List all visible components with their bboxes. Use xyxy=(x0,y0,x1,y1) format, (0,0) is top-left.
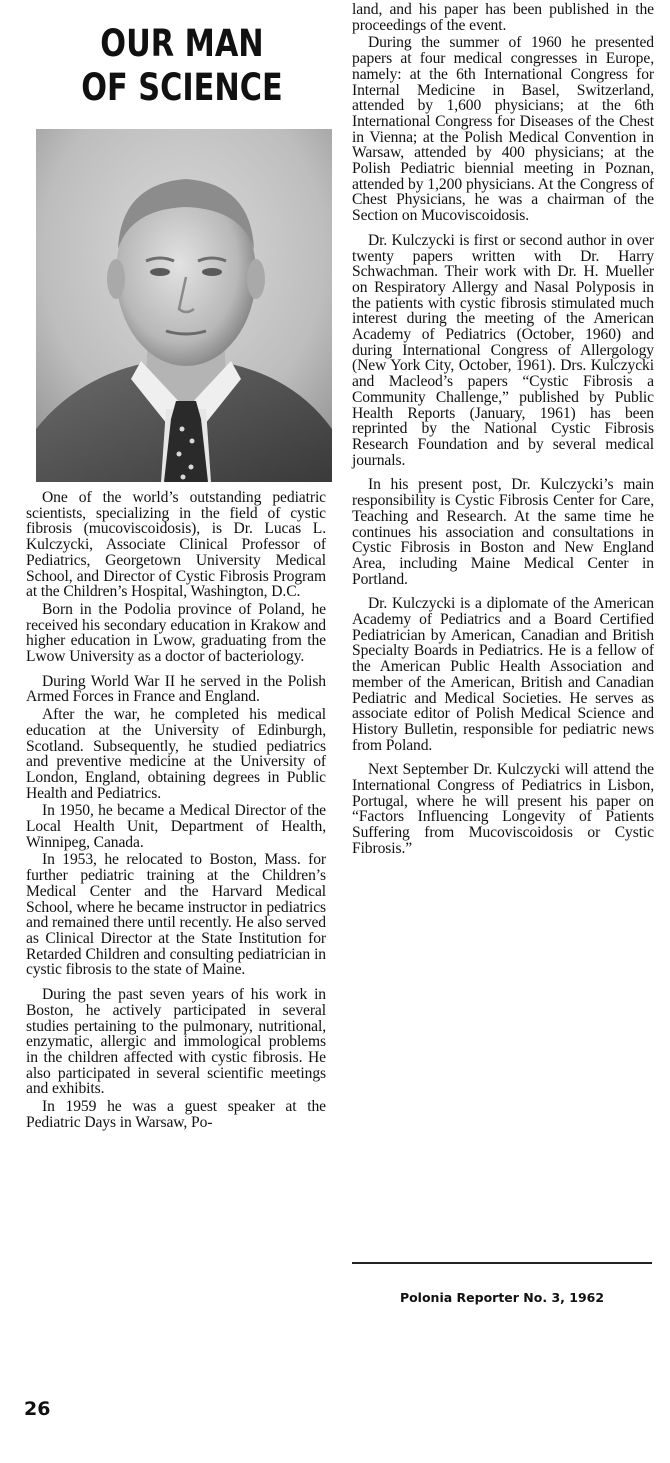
left-text-column xyxy=(26,490,326,1139)
paragraph: In 1950, he became a Medical Director of the Local Health Unit, Department of Health, Winnipeg, Canada. xyxy=(26,802,326,851)
paragraph: After the war, he completed his medical education at the University of Edinburgh, Scotland. Subsequently, he studied pediatrics and preventive medicine at the University of London, England, obtaining degrees in Public Health and Pediatrics. xyxy=(26,706,326,802)
paragraph: During the summer of 1960 he presented papers at four medical congresses in Europe, namely: at the 6th International Congress for Internal Medicine in Basel, Switzerland, attended by 1,600 physicians; at the 6th International Congress for Diseases of the Chest in Vienna; at the Polish Medical Convention in Warsaw, attended by 400 physicians; at the Polish Pediatric biennial meeting in Poznan, attended by 1,200 physicians. At the Congress of Chest Physicians, he was a chairman of the Section on Mucoviscoidosis. xyxy=(352,34,654,225)
page-number: 26 xyxy=(24,1398,51,1420)
headline-line-1: OUR MAN xyxy=(100,22,264,65)
source-credit: Polonia Reporter No. 3, 1962 xyxy=(399,1290,605,1305)
paragraph: Next September Dr. Kulczycki will attend the International Congress of Pediatrics in Lisbon, Portugal, where he will present his paper on “Factors Influencing Longevity of Patients Suffering from Mucoviscoidosis or Cystic Fibrosis.” xyxy=(352,761,654,857)
paragraph: In 1959 he was a guest speaker at the Pediatric Days in Warsaw, Po- xyxy=(26,1098,326,1131)
divider-rule xyxy=(352,1262,652,1264)
portrait-photo xyxy=(36,129,332,482)
paragraph: land, and his paper has been published in the proceedings of the event. xyxy=(352,1,654,34)
right-text-column xyxy=(352,2,654,866)
paragraph: Dr. Kulczycki is a diplomate of the American Academy of Pediatrics and a Board Certified Pediatrician by American, Canadian and British Specialty Boards in Pediatrics. He is a fellow of the American Public Health Association and member of the American, British and Canadian Pediatric and Medical Societies. He serves as associate editor of Polish Medical Science and History Bulletin, responsible for pediatric news from Poland. xyxy=(352,595,654,754)
portrait-photo-icon xyxy=(36,129,332,482)
paragraph: During the past seven years of his work in Boston, he actively participated in several studies pertaining to the pulmonary, nutritional, enzymatic, allergic and immological problems in the children affected with cystic fibrosis. He also participated in several scientific meetings and exhibits. xyxy=(26,986,326,1098)
paragraph: During World War II he served in the Polish Armed Forces in France and England. xyxy=(26,672,326,706)
paragraph: In his present post, Dr. Kulczycki’s main responsibility is Cystic Fibrosis Center for Care, Teaching and Research. At the same time he continues his association and consultations in Cystic Fibrosis in Boston and New England Area, including Maine Medical Center in Portland. xyxy=(352,476,654,588)
paragraph: Dr. Kulczycki is first or second author in over twenty papers written with Dr. Harry Schwachman. Their work with Dr. H. Mueller on Respiratory Allergy and Nasal Polyposis in the patients with cystic fibrosis stimulated much interest during the meeting of the American Academy of Pediatrics (October, 1960) and during International Congress of Allergology (New York City, October, 1961). Drs. Kulczycki and Macleod’s papers “Cystic Fibrosis a Community Challenge,” published by Public Health Reports (January, 1961) has been reprinted by the National Cystic Fibrosis Research Foundation and by several medical journals. xyxy=(352,231,654,469)
article-headline xyxy=(62,22,301,110)
paragraph: In 1953, he relocated to Boston, Mass. for further pediatric training at the Children’s Medical Center and the Harvard Medical School, where he became instructor in pediatrics and remained there until recently. He also served as Clinical Director at the State Institution for Retarded Children and consulting pediatrician in cystic fibrosis to the state of Maine. xyxy=(26,851,326,979)
paragraph: Born in the Podolia province of Poland, he received his secondary education in Krakow and higher education in Lwow, graduating from the Lwow University as a doctor of bacteriology. xyxy=(26,600,326,666)
paragraph: One of the world’s outstanding pediatric scientists, specializing in the field of cystic fibrosis (mucoviscoidosis), is Dr. Lucas L. Kulczycki, Associate Clinical Professor of Pediatrics, Georgetown University Medical School, and Director of Cystic Fibrosis Program at the Children’s Hospital, Washington, D.C. xyxy=(26,489,326,601)
headline-line-2: OF SCIENCE xyxy=(81,66,283,109)
